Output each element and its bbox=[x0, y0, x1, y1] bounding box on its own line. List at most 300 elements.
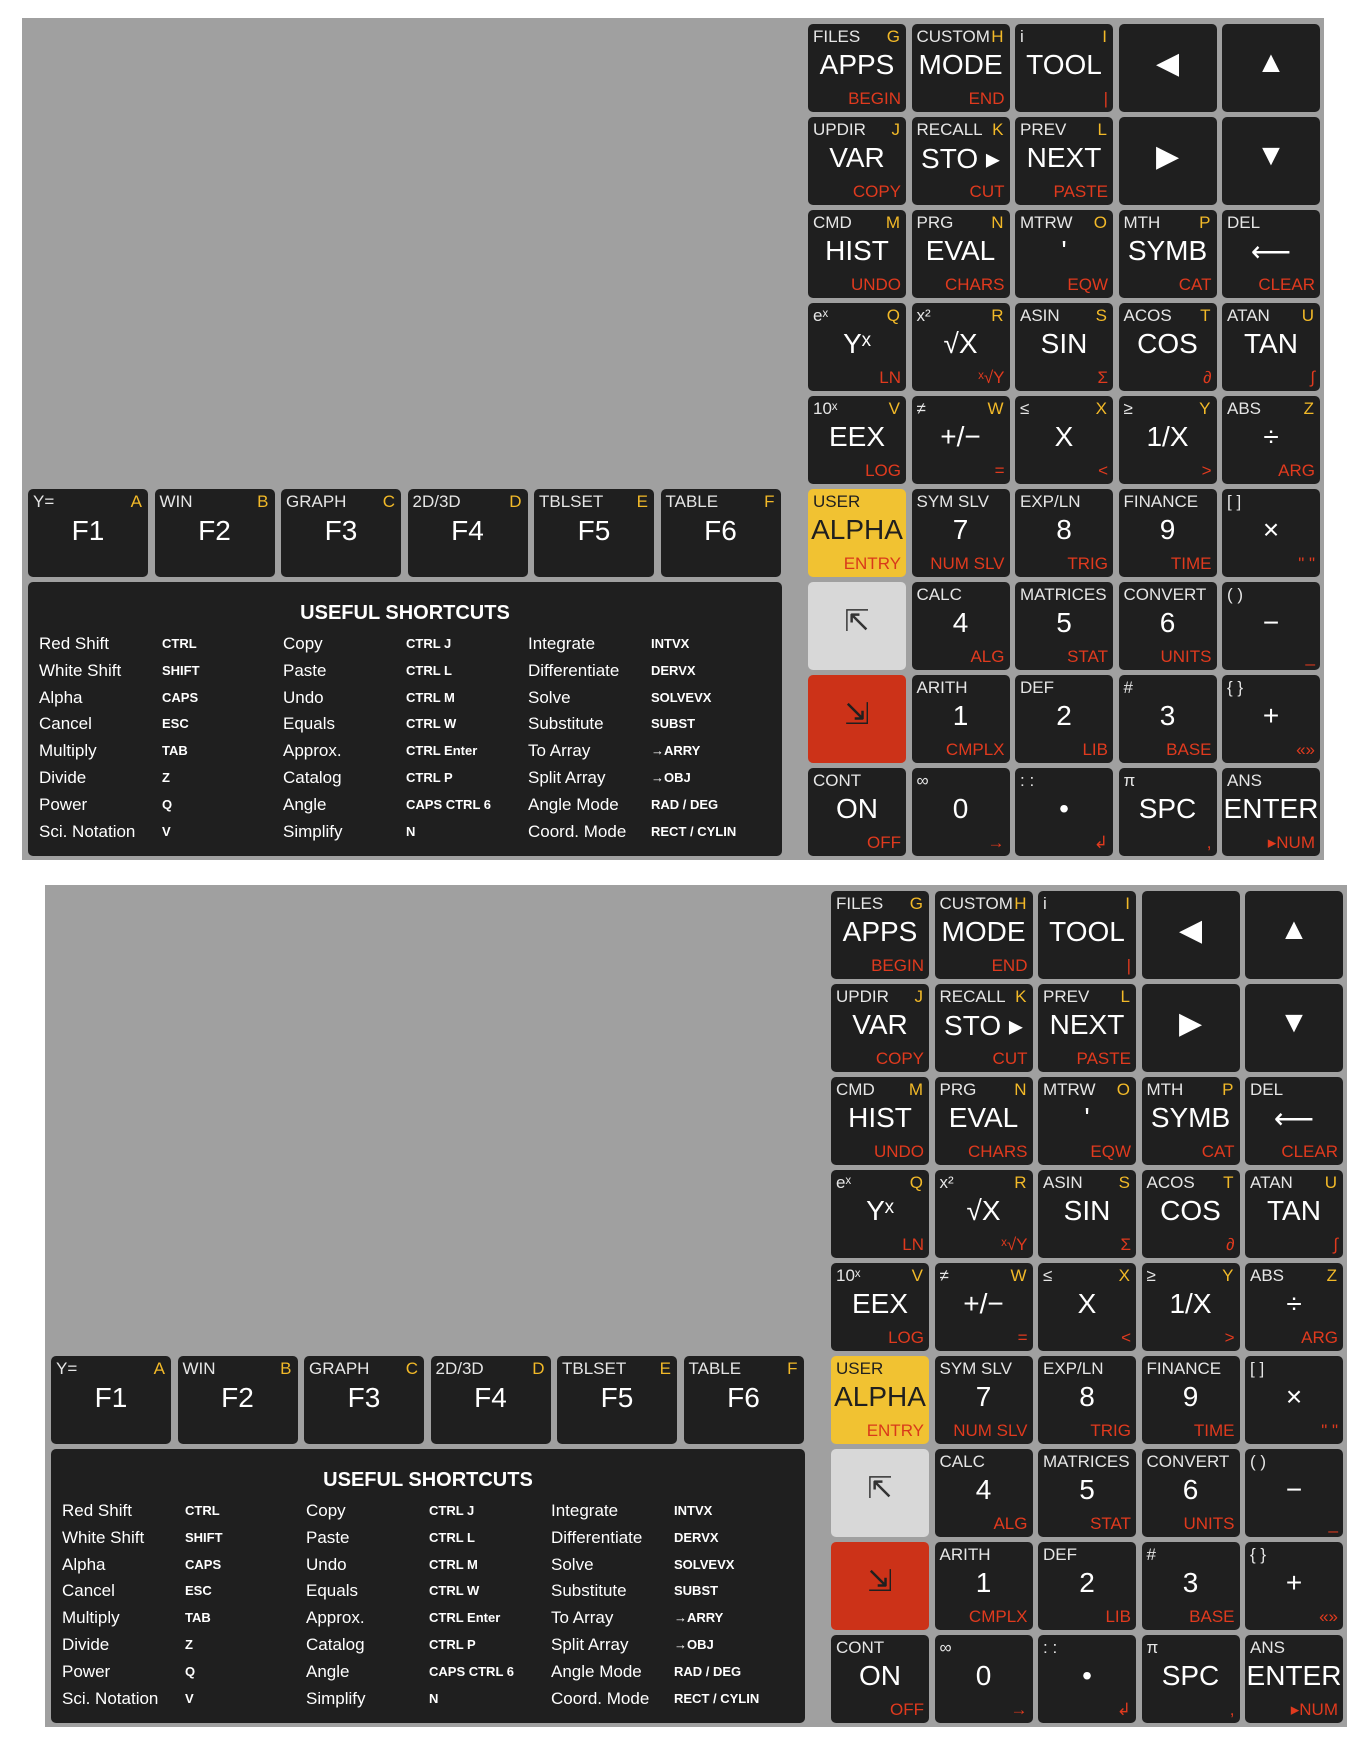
left-arrow-icon: ◀ bbox=[1155, 47, 1180, 80]
key-mode-label: MODE bbox=[941, 916, 1026, 947]
key-one[interactable] bbox=[912, 675, 1010, 763]
key-one-label: 1 bbox=[975, 1567, 992, 1598]
key-on-label: ON bbox=[836, 793, 878, 824]
shortcut-action: Split Array bbox=[528, 768, 606, 787]
key-apps[interactable] bbox=[808, 24, 906, 112]
key-eight[interactable] bbox=[1015, 489, 1113, 577]
key-plus[interactable] bbox=[1222, 675, 1320, 763]
key-quote-shift-label: MTRW bbox=[1020, 213, 1073, 232]
key-backspace-label: ⟵ bbox=[1250, 236, 1292, 267]
key-sin-alpha-letter: S bbox=[1095, 306, 1107, 325]
function-key-f6[interactable] bbox=[661, 489, 781, 577]
key-symb-red-shift-label: CAT bbox=[1178, 275, 1212, 294]
key-tool-red-shift-label: | bbox=[1103, 89, 1108, 108]
shortcut-row bbox=[306, 1662, 546, 1686]
shortcut-row bbox=[306, 1635, 546, 1659]
key-quote-red-shift-label: EQW bbox=[1067, 275, 1108, 294]
key-one-shift-label: ARITH bbox=[939, 1545, 991, 1564]
key-var[interactable] bbox=[831, 984, 929, 1072]
key-divide-label: ÷ bbox=[1263, 421, 1279, 452]
key-multiply[interactable] bbox=[1245, 1356, 1343, 1444]
key-three-shift-label: # bbox=[1146, 1545, 1156, 1564]
shortcut-keys: DERVX bbox=[674, 1529, 719, 1545]
key-apps[interactable] bbox=[831, 891, 929, 979]
key-five-red-shift-label: STAT bbox=[1067, 647, 1108, 666]
key-hist-alpha-letter: M bbox=[885, 213, 900, 232]
key-four-shift-label: CALC bbox=[916, 585, 962, 604]
key-apps-label: APPS bbox=[819, 49, 895, 80]
shortcut-keys: CTRL M bbox=[406, 689, 455, 705]
shortcut-row bbox=[62, 1635, 302, 1659]
key-spc-red-shift-label: , bbox=[1206, 833, 1212, 852]
key-five-shift-label: MATRICES bbox=[1020, 585, 1107, 604]
key-x[interactable] bbox=[1015, 396, 1113, 484]
key-five[interactable] bbox=[1038, 1449, 1136, 1537]
key-six-label: 6 bbox=[1159, 607, 1176, 638]
key-x-shift-label: ≤ bbox=[1020, 399, 1030, 418]
key-cos[interactable] bbox=[1142, 1170, 1240, 1258]
shortcut-action: Paste bbox=[306, 1527, 350, 1547]
key-shift-right[interactable] bbox=[831, 1542, 929, 1630]
key-alpha[interactable] bbox=[808, 489, 906, 577]
key-shift-left[interactable] bbox=[831, 1449, 929, 1537]
shortcut-keys: CTRL Enter bbox=[406, 743, 478, 759]
key-minus-shift-label: ( ) bbox=[1227, 585, 1244, 604]
shortcut-keys: SUBST bbox=[651, 716, 696, 732]
key-five-shift-label: MATRICES bbox=[1043, 1452, 1130, 1471]
key-apps-alpha-letter: G bbox=[909, 894, 923, 913]
shortcut-keys: →ARRY bbox=[651, 743, 701, 759]
key-eex-alpha-letter: V bbox=[888, 399, 900, 418]
key-yx[interactable] bbox=[831, 1170, 929, 1258]
key-inverse-alpha-letter: Y bbox=[1222, 1266, 1234, 1285]
key-minus-red-shift-label: _ bbox=[1328, 1514, 1338, 1533]
shortcut-row bbox=[528, 661, 768, 685]
key-yx-shift-label: eˣ bbox=[813, 306, 829, 325]
key-tool-shift-label: i bbox=[1043, 894, 1047, 913]
function-key-f6[interactable] bbox=[684, 1356, 804, 1444]
key-right[interactable] bbox=[1142, 984, 1240, 1072]
key-enter[interactable] bbox=[1245, 1635, 1343, 1723]
shortcut-row bbox=[306, 1501, 546, 1525]
key-mode[interactable] bbox=[935, 891, 1033, 979]
shortcut-keys: SUBST bbox=[674, 1583, 719, 1599]
key-quote[interactable] bbox=[1038, 1077, 1136, 1165]
key-right[interactable] bbox=[1119, 117, 1217, 205]
shortcut-row bbox=[306, 1528, 546, 1552]
key-inverse-red-shift-label: > bbox=[1201, 461, 1212, 480]
shortcut-row bbox=[528, 741, 768, 765]
key-cos-shift-label: ACOS bbox=[1123, 306, 1172, 325]
key-plus[interactable] bbox=[1245, 1542, 1343, 1630]
key-divide[interactable] bbox=[1222, 396, 1320, 484]
key-six-red-shift-label: UNITS bbox=[1183, 1514, 1235, 1533]
shortcut-row bbox=[551, 1501, 791, 1525]
key-seven[interactable] bbox=[935, 1356, 1033, 1444]
key-symb[interactable] bbox=[1119, 210, 1217, 298]
shortcut-keys: N bbox=[406, 823, 416, 839]
key-backspace[interactable] bbox=[1245, 1077, 1343, 1165]
left-arrow-icon: ◀ bbox=[1178, 914, 1203, 947]
key-five-label: 5 bbox=[1079, 1474, 1095, 1505]
key-tan[interactable] bbox=[1245, 1170, 1343, 1258]
shortcut-keys: CTRL M bbox=[429, 1556, 478, 1572]
shortcut-row bbox=[306, 1689, 546, 1713]
key-nine[interactable] bbox=[1119, 489, 1217, 577]
key-inverse-alpha-letter: Y bbox=[1199, 399, 1211, 418]
shortcut-keys: SHIFT bbox=[185, 1529, 223, 1545]
function-key-f2[interactable] bbox=[178, 1356, 298, 1444]
key-down[interactable] bbox=[1245, 984, 1343, 1072]
shortcut-action: Approx. bbox=[306, 1608, 365, 1628]
shortcut-row bbox=[39, 688, 279, 712]
key-sqrt-red-shift-label: ˣ√Y bbox=[978, 368, 1005, 387]
key-hist[interactable] bbox=[831, 1077, 929, 1165]
key-negate[interactable] bbox=[935, 1263, 1033, 1351]
key-sqrt[interactable] bbox=[912, 303, 1010, 391]
key-shift-left[interactable] bbox=[808, 582, 906, 670]
shortcut-row bbox=[62, 1662, 302, 1686]
function-key-f3[interactable] bbox=[281, 489, 401, 577]
key-quote[interactable] bbox=[1015, 210, 1113, 298]
shortcut-row bbox=[283, 822, 523, 846]
key-hist-label: HIST bbox=[848, 1102, 912, 1133]
shortcut-row bbox=[551, 1635, 791, 1659]
key-six[interactable] bbox=[1119, 582, 1217, 670]
key-four-red-shift-label: ALG bbox=[970, 647, 1005, 666]
key-plus-label: + bbox=[1262, 700, 1280, 731]
shortcut-action: Cancel bbox=[39, 714, 92, 734]
shortcut-row bbox=[551, 1608, 791, 1632]
function-key-label: F2 bbox=[221, 1382, 254, 1413]
function-key-alpha-letter: C bbox=[405, 1359, 418, 1378]
key-mode[interactable] bbox=[912, 24, 1010, 112]
key-cos-label: COS bbox=[1137, 328, 1198, 359]
key-sin[interactable] bbox=[1015, 303, 1113, 391]
shortcut-action: To Array bbox=[528, 741, 591, 761]
calculator-panel-bottom bbox=[45, 885, 1347, 1727]
key-multiply[interactable] bbox=[1222, 489, 1320, 577]
shortcut-keys: →OBJ bbox=[651, 770, 691, 785]
function-key-alpha-letter: E bbox=[636, 492, 648, 511]
key-spc[interactable] bbox=[1119, 768, 1217, 856]
key-left[interactable] bbox=[1142, 891, 1240, 979]
key-six[interactable] bbox=[1142, 1449, 1240, 1537]
key-left[interactable] bbox=[1119, 24, 1217, 112]
shortcut-action: Sci. Notation bbox=[62, 1688, 159, 1708]
function-key-f5[interactable] bbox=[534, 489, 654, 577]
function-key-alpha-letter: D bbox=[509, 492, 522, 511]
key-four[interactable] bbox=[912, 582, 1010, 670]
shortcut-keys: CTRL W bbox=[406, 716, 457, 732]
shortcut-action: Angle bbox=[283, 794, 327, 814]
key-inverse[interactable] bbox=[1119, 396, 1217, 484]
key-on-label: ON bbox=[859, 1660, 901, 1691]
key-zero-label: 0 bbox=[975, 1660, 992, 1691]
key-seven-shift-label: SYM SLV bbox=[916, 492, 989, 511]
key-next[interactable] bbox=[1038, 984, 1136, 1072]
key-alpha-red-shift-label: ENTRY bbox=[866, 1421, 924, 1440]
key-cos-shift-label: ACOS bbox=[1146, 1173, 1195, 1192]
key-mode-red-shift-label: END bbox=[991, 956, 1028, 975]
key-four[interactable] bbox=[935, 1449, 1033, 1537]
key-one-red-shift-label: CMPLX bbox=[945, 740, 1005, 759]
key-two[interactable] bbox=[1015, 675, 1113, 763]
key-eval-shift-label: PRG bbox=[916, 213, 954, 232]
key-plus-label: + bbox=[1285, 1567, 1303, 1598]
shortcut-action: Paste bbox=[283, 660, 327, 680]
key-sqrt-shift-label: x² bbox=[916, 306, 931, 325]
key-sin-shift-label: ASIN bbox=[1043, 1173, 1083, 1192]
key-tool-shift-label: i bbox=[1020, 27, 1024, 46]
key-tan[interactable] bbox=[1222, 303, 1320, 391]
key-zero[interactable] bbox=[935, 1635, 1033, 1723]
key-sqrt-alpha-letter: R bbox=[1014, 1173, 1027, 1192]
key-two-shift-label: DEF bbox=[1020, 678, 1054, 697]
key-dot[interactable] bbox=[1015, 768, 1113, 856]
key-two-shift-label: DEF bbox=[1043, 1545, 1077, 1564]
shortcut-keys: CAPS CTRL 6 bbox=[429, 1663, 514, 1679]
key-negate[interactable] bbox=[912, 396, 1010, 484]
key-eight-red-shift-label: TRIG bbox=[1090, 1421, 1131, 1440]
key-apps-label: APPS bbox=[842, 916, 918, 947]
key-seven-label: 7 bbox=[975, 1381, 992, 1412]
function-key-alpha-letter: A bbox=[130, 492, 142, 511]
key-minus-red-shift-label: _ bbox=[1305, 647, 1315, 666]
shortcut-row bbox=[306, 1608, 546, 1632]
key-inverse[interactable] bbox=[1142, 1263, 1240, 1351]
function-key-f4[interactable] bbox=[408, 489, 528, 577]
key-enter-shift-label: ANS bbox=[1227, 771, 1262, 790]
key-alpha-shift-label: USER bbox=[813, 492, 861, 511]
shortcut-keys: CTRL W bbox=[429, 1583, 480, 1599]
function-key-label: F4 bbox=[474, 1382, 507, 1413]
key-four-label: 4 bbox=[975, 1474, 992, 1505]
key-tool-label: TOOL bbox=[1026, 49, 1102, 80]
key-shift-right[interactable] bbox=[808, 675, 906, 763]
key-one[interactable] bbox=[935, 1542, 1033, 1630]
shortcut-row bbox=[39, 661, 279, 685]
key-eex-label: EEX bbox=[851, 1288, 909, 1319]
key-eight-shift-label: EXP/LN bbox=[1043, 1359, 1104, 1378]
key-sin-label: SIN bbox=[1040, 328, 1088, 359]
shortcut-action: Sci. Notation bbox=[39, 821, 136, 841]
key-x-alpha-letter: X bbox=[1095, 399, 1107, 418]
shortcut-action: Power bbox=[62, 1661, 111, 1681]
key-on[interactable] bbox=[808, 768, 906, 856]
shortcut-action: Angle Mode bbox=[551, 1661, 642, 1681]
key-backspace-red-shift-label: CLEAR bbox=[1281, 1142, 1338, 1161]
key-mode-alpha-letter: H bbox=[1014, 894, 1027, 913]
key-one-red-shift-label: CMPLX bbox=[968, 1607, 1028, 1626]
key-inverse-label: 1/X bbox=[1169, 1288, 1212, 1319]
key-three[interactable] bbox=[1119, 675, 1217, 763]
function-key-label: F1 bbox=[94, 1382, 128, 1413]
key-dot-label: • bbox=[1082, 1660, 1092, 1691]
key-sto-label: STO ▸ bbox=[944, 1010, 1023, 1041]
key-sin[interactable] bbox=[1038, 1170, 1136, 1258]
shortcut-row bbox=[39, 795, 279, 819]
key-enter[interactable] bbox=[1222, 768, 1320, 856]
key-x-shift-label: ≤ bbox=[1043, 1266, 1053, 1285]
shortcut-row bbox=[551, 1528, 791, 1552]
right-shift-arrow-icon: ⇲ bbox=[867, 1565, 893, 1598]
shortcut-row bbox=[283, 741, 523, 765]
key-on-shift-label: CONT bbox=[836, 1638, 885, 1657]
key-seven[interactable] bbox=[912, 489, 1010, 577]
key-divide-alpha-letter: Z bbox=[1326, 1266, 1337, 1285]
function-key-label: F6 bbox=[704, 515, 737, 546]
shortcut-keys: SOLVEVX bbox=[674, 1556, 735, 1572]
key-alpha[interactable] bbox=[831, 1356, 929, 1444]
key-tan-red-shift-label: ∫ bbox=[1310, 368, 1315, 387]
shortcut-keys: RAD / DEG bbox=[674, 1663, 742, 1679]
key-sqrt-red-shift-label: ˣ√Y bbox=[1001, 1235, 1028, 1254]
key-sto[interactable] bbox=[912, 117, 1010, 205]
shortcut-row bbox=[551, 1689, 791, 1713]
function-key-f4[interactable] bbox=[431, 1356, 551, 1444]
key-minus[interactable] bbox=[1222, 582, 1320, 670]
key-yx-label: Yˣ bbox=[866, 1195, 894, 1226]
key-eight[interactable] bbox=[1038, 1356, 1136, 1444]
key-next-shift-label: PREV bbox=[1043, 987, 1090, 1006]
shortcut-row bbox=[283, 768, 523, 792]
shortcut-action: Catalog bbox=[283, 768, 342, 787]
key-five[interactable] bbox=[1015, 582, 1113, 670]
key-hist-red-shift-label: UNDO bbox=[873, 1142, 924, 1161]
shortcut-action: White Shift bbox=[62, 1527, 145, 1547]
key-up[interactable] bbox=[1222, 24, 1320, 112]
key-tan-alpha-letter: U bbox=[1324, 1173, 1337, 1192]
key-five-red-shift-label: STAT bbox=[1090, 1514, 1131, 1533]
key-minus[interactable] bbox=[1245, 1449, 1343, 1537]
shortcut-action: Alpha bbox=[62, 1554, 106, 1574]
key-eval-alpha-letter: N bbox=[1014, 1080, 1027, 1099]
key-sqrt-alpha-letter: R bbox=[991, 306, 1004, 325]
key-eex-red-shift-label: LOG bbox=[888, 1328, 924, 1347]
key-three-label: 3 bbox=[1159, 700, 1176, 731]
key-hist[interactable] bbox=[808, 210, 906, 298]
function-key-label: F5 bbox=[577, 515, 611, 546]
key-eex[interactable] bbox=[808, 396, 906, 484]
key-negate-shift-label: ≠ bbox=[939, 1266, 949, 1285]
shortcut-row bbox=[528, 822, 768, 846]
shortcut-keys: DERVX bbox=[651, 662, 696, 678]
key-zero-red-shift-label: → bbox=[987, 833, 1005, 852]
key-x-label: X bbox=[1054, 421, 1074, 452]
key-quote-alpha-letter: O bbox=[1093, 213, 1107, 232]
key-divide[interactable] bbox=[1245, 1263, 1343, 1351]
left-shift-arrow-icon: ⇱ bbox=[867, 1472, 893, 1505]
key-eex[interactable] bbox=[831, 1263, 929, 1351]
key-sqrt[interactable] bbox=[935, 1170, 1033, 1258]
shortcut-action: White Shift bbox=[39, 660, 122, 680]
key-zero-shift-label: ∞ bbox=[916, 771, 929, 790]
key-zero-label: 0 bbox=[952, 793, 969, 824]
key-tool[interactable] bbox=[1015, 24, 1113, 112]
key-on[interactable] bbox=[831, 1635, 929, 1723]
key-sto[interactable] bbox=[935, 984, 1033, 1072]
function-key-alpha-letter: B bbox=[280, 1359, 292, 1378]
key-x[interactable] bbox=[1038, 1263, 1136, 1351]
key-plus-red-shift-label: «» bbox=[1296, 740, 1315, 759]
key-eval[interactable] bbox=[935, 1077, 1033, 1165]
key-two-red-shift-label: LIB bbox=[1082, 740, 1108, 759]
key-yx-label: Yˣ bbox=[843, 328, 871, 359]
key-sin-shift-label: ASIN bbox=[1020, 306, 1060, 325]
down-arrow-icon: ▼ bbox=[1256, 139, 1286, 172]
key-alpha-label: ALPHA bbox=[811, 514, 903, 545]
shortcut-row bbox=[528, 634, 768, 658]
calculator-panel-top bbox=[22, 18, 1324, 860]
key-dot-shift-label: : : bbox=[1020, 771, 1035, 790]
key-dot[interactable] bbox=[1038, 1635, 1136, 1723]
key-mode-label: MODE bbox=[918, 49, 1003, 80]
key-var-alpha-letter: J bbox=[891, 120, 900, 139]
key-symb-label: SYMB bbox=[1127, 235, 1208, 266]
function-key-shift-label: TABLE bbox=[688, 1359, 742, 1378]
key-yx[interactable] bbox=[808, 303, 906, 391]
shortcut-row bbox=[528, 768, 768, 792]
function-key-label: F3 bbox=[347, 1382, 381, 1413]
key-spc[interactable] bbox=[1142, 1635, 1240, 1723]
function-key-f1[interactable] bbox=[51, 1356, 171, 1444]
shortcut-row bbox=[39, 634, 279, 658]
function-key-f2[interactable] bbox=[155, 489, 275, 577]
function-key-shift-label: Y= bbox=[56, 1359, 78, 1378]
key-three[interactable] bbox=[1142, 1542, 1240, 1630]
key-symb[interactable] bbox=[1142, 1077, 1240, 1165]
key-up[interactable] bbox=[1245, 891, 1343, 979]
key-enter-label: ENTER bbox=[1223, 793, 1319, 824]
key-eval[interactable] bbox=[912, 210, 1010, 298]
shortcut-row bbox=[283, 714, 523, 738]
key-backspace[interactable] bbox=[1222, 210, 1320, 298]
function-key-f5[interactable] bbox=[557, 1356, 677, 1444]
key-one-label: 1 bbox=[952, 700, 969, 731]
key-negate-alpha-letter: W bbox=[1010, 1266, 1027, 1285]
key-cos-red-shift-label: ∂ bbox=[1226, 1235, 1235, 1254]
key-nine-shift-label: FINANCE bbox=[1123, 492, 1199, 511]
key-eex-alpha-letter: V bbox=[911, 1266, 923, 1285]
key-two[interactable] bbox=[1038, 1542, 1136, 1630]
key-minus-label: − bbox=[1285, 1474, 1303, 1505]
key-cos[interactable] bbox=[1119, 303, 1217, 391]
function-key-f3[interactable] bbox=[304, 1356, 424, 1444]
shortcut-row bbox=[62, 1689, 302, 1713]
key-next[interactable] bbox=[1015, 117, 1113, 205]
function-key-f1[interactable] bbox=[28, 489, 148, 577]
key-zero[interactable] bbox=[912, 768, 1010, 856]
key-eex-shift-label: 10ˣ bbox=[836, 1266, 861, 1285]
key-enter-red-shift-label: ▸NUM bbox=[1267, 833, 1315, 852]
function-key-shift-label: TBLSET bbox=[562, 1359, 627, 1378]
key-alpha-red-shift-label: ENTRY bbox=[843, 554, 901, 573]
key-eval-label: EVAL bbox=[925, 235, 996, 266]
shortcut-row bbox=[551, 1581, 791, 1605]
key-tool[interactable] bbox=[1038, 891, 1136, 979]
key-down[interactable] bbox=[1222, 117, 1320, 205]
key-alpha-label: ALPHA bbox=[834, 1381, 926, 1412]
right-shift-arrow-icon: ⇲ bbox=[844, 698, 870, 731]
key-nine[interactable] bbox=[1142, 1356, 1240, 1444]
shortcut-row bbox=[283, 661, 523, 685]
key-seven-label: 7 bbox=[952, 514, 969, 545]
key-var[interactable] bbox=[808, 117, 906, 205]
key-spc-red-shift-label: , bbox=[1229, 1700, 1235, 1719]
key-dot-label: • bbox=[1059, 793, 1069, 824]
key-eval-shift-label: PRG bbox=[939, 1080, 977, 1099]
